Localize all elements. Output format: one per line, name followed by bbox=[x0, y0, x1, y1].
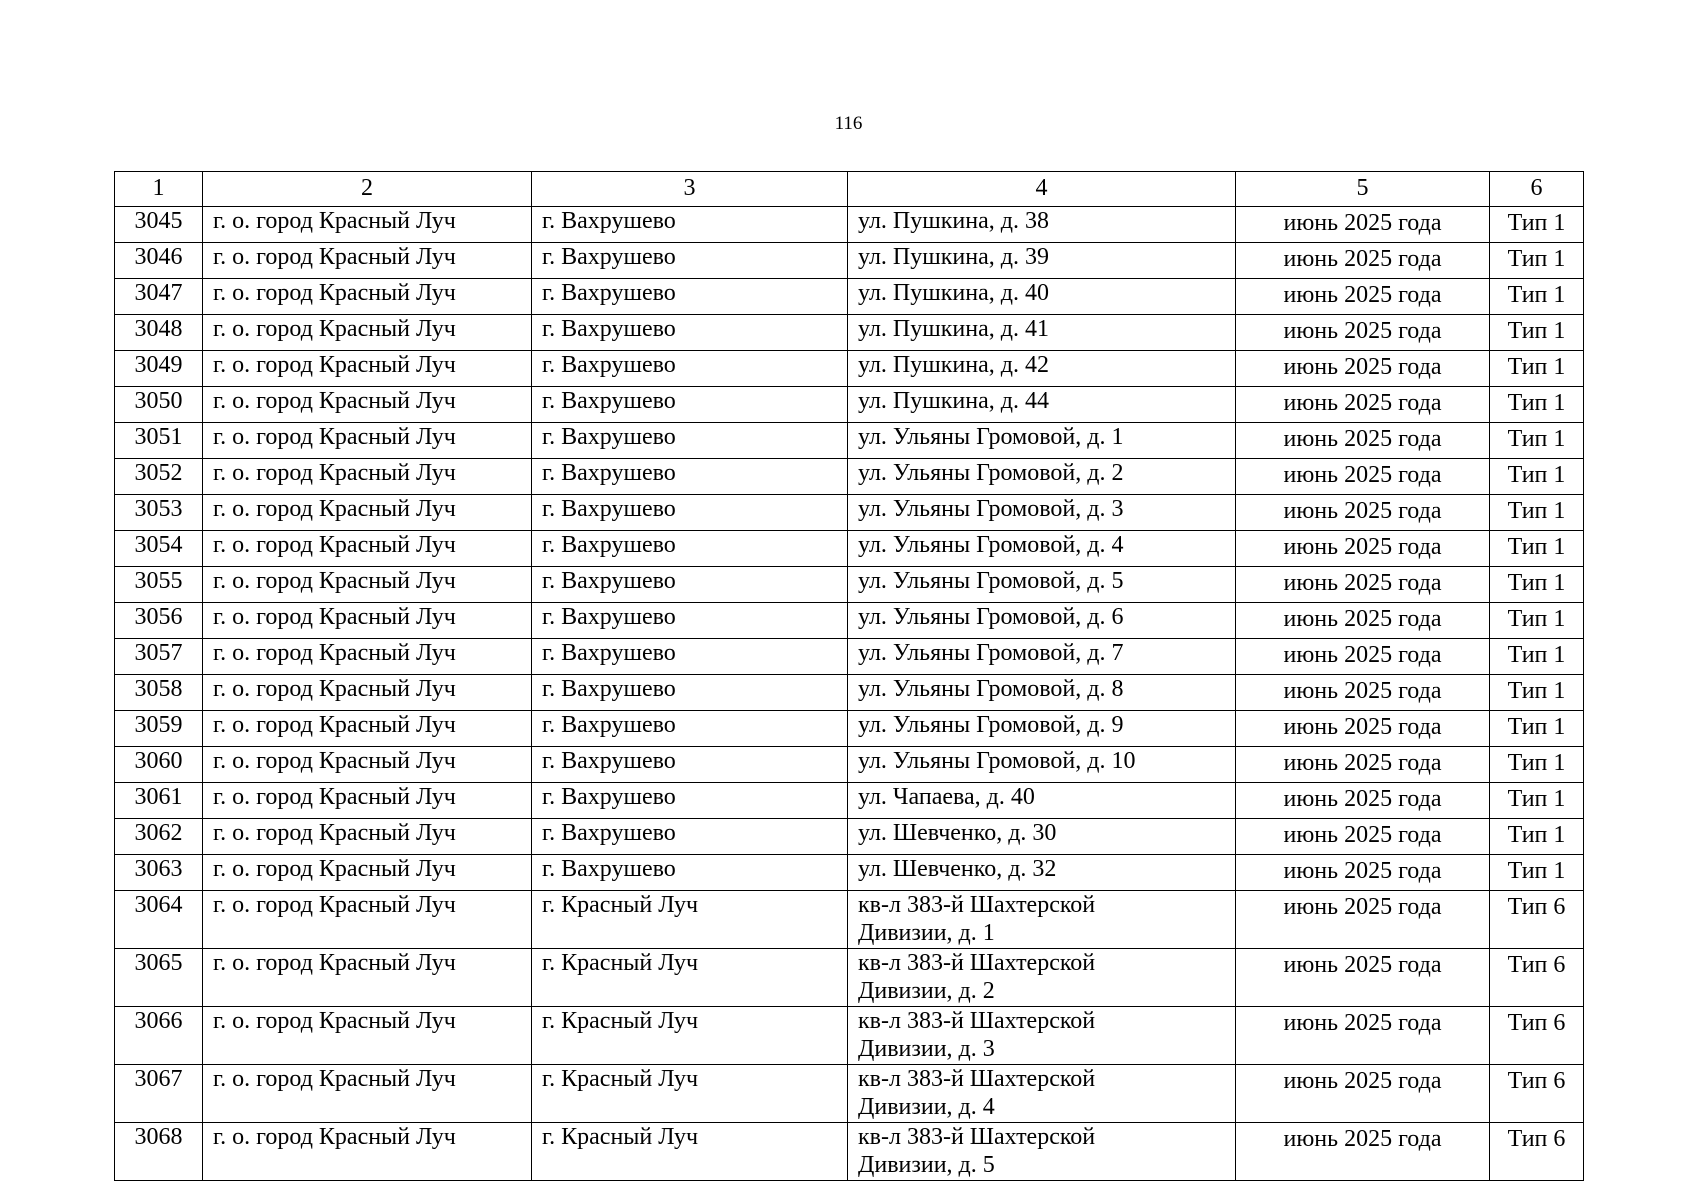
table-row bbox=[115, 675, 1584, 711]
row-number: 3060 bbox=[115, 747, 203, 783]
district-cell: г. о. город Красный Луч bbox=[203, 423, 532, 459]
address-line: ул. Ульяны Громовой, д. 1 bbox=[858, 424, 1124, 450]
settlement-cell: г. Вахрушево bbox=[532, 243, 848, 279]
type-cell: Тип 1 bbox=[1490, 567, 1584, 603]
table-row bbox=[115, 949, 1584, 1007]
settlement-cell: г. Вахрушево bbox=[532, 279, 848, 315]
settlement-cell: г. Вахрушево bbox=[532, 747, 848, 783]
row-number: 3054 bbox=[115, 531, 203, 567]
table-row bbox=[115, 423, 1584, 459]
date-cell: июнь 2025 года bbox=[1236, 639, 1490, 675]
date-cell: июнь 2025 года bbox=[1236, 747, 1490, 783]
table-row bbox=[115, 315, 1584, 351]
address-line: ул. Пушкина, д. 41 bbox=[858, 316, 1049, 342]
address-line: Дивизии, д. 1 bbox=[858, 920, 995, 946]
table-row bbox=[115, 603, 1584, 639]
settlement-cell: г. Вахрушево bbox=[532, 711, 848, 747]
date-cell: июнь 2025 года bbox=[1236, 1123, 1490, 1181]
date-cell: июнь 2025 года bbox=[1236, 495, 1490, 531]
type-cell: Тип 1 bbox=[1490, 207, 1584, 243]
table-row bbox=[115, 495, 1584, 531]
settlement-cell: г. Вахрушево bbox=[532, 603, 848, 639]
table-row bbox=[115, 711, 1584, 747]
settlement-cell: г. Вахрушево bbox=[532, 531, 848, 567]
date-cell: июнь 2025 года bbox=[1236, 423, 1490, 459]
date-cell: июнь 2025 года bbox=[1236, 387, 1490, 423]
date-cell: июнь 2025 года bbox=[1236, 949, 1490, 1007]
row-number: 3068 bbox=[115, 1123, 203, 1181]
address-line: кв-л 383-й Шахтерской bbox=[858, 1008, 1096, 1034]
date-cell: июнь 2025 года bbox=[1236, 711, 1490, 747]
row-number: 3053 bbox=[115, 495, 203, 531]
table-row bbox=[115, 855, 1584, 891]
type-cell: Тип 1 bbox=[1490, 423, 1584, 459]
address-cell bbox=[848, 351, 1236, 387]
address-line: ул. Ульяны Громовой, д. 10 bbox=[858, 748, 1136, 774]
address-cell bbox=[848, 387, 1236, 423]
header-cell-4: 4 bbox=[848, 172, 1236, 207]
header-cell-2: 2 bbox=[203, 172, 532, 207]
address-cell bbox=[848, 423, 1236, 459]
address-cell bbox=[848, 207, 1236, 243]
address-cell bbox=[848, 675, 1236, 711]
district-cell: г. о. город Красный Луч bbox=[203, 855, 532, 891]
table-body bbox=[115, 207, 1584, 1181]
district-cell: г. о. город Красный Луч bbox=[203, 279, 532, 315]
address-line: кв-л 383-й Шахтерской bbox=[858, 1066, 1096, 1092]
type-cell: Тип 1 bbox=[1490, 855, 1584, 891]
district-cell: г. о. город Красный Луч bbox=[203, 819, 532, 855]
row-number: 3052 bbox=[115, 459, 203, 495]
row-number: 3058 bbox=[115, 675, 203, 711]
address-line: ул. Ульяны Громовой, д. 2 bbox=[858, 460, 1124, 486]
settlement-cell: г. Вахрушево bbox=[532, 315, 848, 351]
table-row bbox=[115, 819, 1584, 855]
header-cell-6: 6 bbox=[1490, 172, 1584, 207]
date-cell: июнь 2025 года bbox=[1236, 567, 1490, 603]
district-cell: г. о. город Красный Луч bbox=[203, 1007, 532, 1065]
table-row bbox=[115, 1007, 1584, 1065]
district-cell: г. о. город Красный Луч bbox=[203, 315, 532, 351]
district-cell: г. о. город Красный Луч bbox=[203, 531, 532, 567]
row-number: 3063 bbox=[115, 855, 203, 891]
date-cell: июнь 2025 года bbox=[1236, 351, 1490, 387]
address-line: ул. Ульяны Громовой, д. 6 bbox=[858, 604, 1124, 630]
row-number: 3065 bbox=[115, 949, 203, 1007]
type-cell: Тип 1 bbox=[1490, 243, 1584, 279]
row-number: 3067 bbox=[115, 1065, 203, 1123]
row-number: 3057 bbox=[115, 639, 203, 675]
row-number: 3051 bbox=[115, 423, 203, 459]
type-cell: Тип 1 bbox=[1490, 279, 1584, 315]
date-cell: июнь 2025 года bbox=[1236, 315, 1490, 351]
address-line: кв-л 383-й Шахтерской bbox=[858, 892, 1096, 918]
address-cell bbox=[848, 1007, 1236, 1065]
type-cell: Тип 6 bbox=[1490, 891, 1584, 949]
settlement-cell: г. Вахрушево bbox=[532, 567, 848, 603]
date-cell: июнь 2025 года bbox=[1236, 819, 1490, 855]
address-cell bbox=[848, 783, 1236, 819]
table-row bbox=[115, 783, 1584, 819]
table-row bbox=[115, 747, 1584, 783]
table-row bbox=[115, 279, 1584, 315]
address-line: ул. Пушкина, д. 38 bbox=[858, 208, 1049, 234]
district-cell: г. о. город Красный Луч bbox=[203, 207, 532, 243]
header-cell-1: 1 bbox=[115, 172, 203, 207]
settlement-cell: г. Красный Луч bbox=[532, 1007, 848, 1065]
table-row bbox=[115, 459, 1584, 495]
type-cell: Тип 1 bbox=[1490, 747, 1584, 783]
date-cell: июнь 2025 года bbox=[1236, 531, 1490, 567]
row-number: 3046 bbox=[115, 243, 203, 279]
data-table bbox=[114, 171, 1584, 1181]
district-cell: г. о. город Красный Луч bbox=[203, 747, 532, 783]
header-cell-5: 5 bbox=[1236, 172, 1490, 207]
type-cell: Тип 1 bbox=[1490, 783, 1584, 819]
district-cell: г. о. город Красный Луч bbox=[203, 1123, 532, 1181]
settlement-cell: г. Красный Луч bbox=[532, 891, 848, 949]
address-cell bbox=[848, 279, 1236, 315]
address-cell bbox=[848, 243, 1236, 279]
address-line: Дивизии, д. 5 bbox=[858, 1152, 995, 1178]
settlement-cell: г. Вахрушево bbox=[532, 495, 848, 531]
district-cell: г. о. город Красный Луч bbox=[203, 949, 532, 1007]
settlement-cell: г. Вахрушево bbox=[532, 783, 848, 819]
settlement-cell: г. Вахрушево bbox=[532, 639, 848, 675]
row-number: 3062 bbox=[115, 819, 203, 855]
row-number: 3061 bbox=[115, 783, 203, 819]
district-cell: г. о. город Красный Луч bbox=[203, 603, 532, 639]
type-cell: Тип 1 bbox=[1490, 711, 1584, 747]
date-cell: июнь 2025 года bbox=[1236, 891, 1490, 949]
settlement-cell: г. Вахрушево bbox=[532, 675, 848, 711]
table-row bbox=[115, 639, 1584, 675]
date-cell: июнь 2025 года bbox=[1236, 279, 1490, 315]
type-cell: Тип 6 bbox=[1490, 1007, 1584, 1065]
address-line: кв-л 383-й Шахтерской bbox=[858, 950, 1096, 976]
settlement-cell: г. Красный Луч bbox=[532, 949, 848, 1007]
settlement-cell: г. Вахрушево bbox=[532, 387, 848, 423]
address-cell bbox=[848, 1065, 1236, 1123]
address-line: ул. Ульяны Громовой, д. 4 bbox=[858, 532, 1124, 558]
address-cell bbox=[848, 855, 1236, 891]
district-cell: г. о. город Красный Луч bbox=[203, 891, 532, 949]
address-line: ул. Ульяны Громовой, д. 3 bbox=[858, 496, 1124, 522]
type-cell: Тип 1 bbox=[1490, 639, 1584, 675]
date-cell: июнь 2025 года bbox=[1236, 207, 1490, 243]
row-number: 3055 bbox=[115, 567, 203, 603]
address-cell bbox=[848, 747, 1236, 783]
header-cell-3: 3 bbox=[532, 172, 848, 207]
settlement-cell: г. Вахрушево bbox=[532, 207, 848, 243]
address-line: ул. Пушкина, д. 40 bbox=[858, 280, 1049, 306]
settlement-cell: г. Красный Луч bbox=[532, 1065, 848, 1123]
district-cell: г. о. город Красный Луч bbox=[203, 567, 532, 603]
address-line: ул. Пушкина, д. 42 bbox=[858, 352, 1049, 378]
address-line: Дивизии, д. 3 bbox=[858, 1036, 995, 1062]
type-cell: Тип 1 bbox=[1490, 531, 1584, 567]
district-cell: г. о. город Красный Луч bbox=[203, 351, 532, 387]
address-line: ул. Чапаева, д. 40 bbox=[858, 784, 1035, 810]
district-cell: г. о. город Красный Луч bbox=[203, 243, 532, 279]
type-cell: Тип 6 bbox=[1490, 1123, 1584, 1181]
type-cell: Тип 1 bbox=[1490, 351, 1584, 387]
row-number: 3045 bbox=[115, 207, 203, 243]
district-cell: г. о. город Красный Луч bbox=[203, 459, 532, 495]
type-cell: Тип 6 bbox=[1490, 949, 1584, 1007]
type-cell: Тип 1 bbox=[1490, 459, 1584, 495]
address-line: ул. Ульяны Громовой, д. 9 bbox=[858, 712, 1124, 738]
table-row bbox=[115, 567, 1584, 603]
header-row bbox=[115, 172, 1584, 207]
row-number: 3066 bbox=[115, 1007, 203, 1065]
address-cell bbox=[848, 495, 1236, 531]
date-cell: июнь 2025 года bbox=[1236, 783, 1490, 819]
district-cell: г. о. город Красный Луч bbox=[203, 639, 532, 675]
address-line: ул. Пушкина, д. 39 bbox=[858, 244, 1049, 270]
type-cell: Тип 1 bbox=[1490, 603, 1584, 639]
table-row bbox=[115, 243, 1584, 279]
table-row bbox=[115, 531, 1584, 567]
address-cell bbox=[848, 315, 1236, 351]
address-cell bbox=[848, 639, 1236, 675]
table-row bbox=[115, 207, 1584, 243]
row-number: 3064 bbox=[115, 891, 203, 949]
row-number: 3059 bbox=[115, 711, 203, 747]
address-cell bbox=[848, 531, 1236, 567]
settlement-cell: г. Вахрушево bbox=[532, 351, 848, 387]
address-line: ул. Ульяны Громовой, д. 8 bbox=[858, 676, 1124, 702]
row-number: 3048 bbox=[115, 315, 203, 351]
address-line: ул. Пушкина, д. 44 bbox=[858, 388, 1049, 414]
date-cell: июнь 2025 года bbox=[1236, 459, 1490, 495]
address-line: Дивизии, д. 4 bbox=[858, 1094, 995, 1120]
address-line: Дивизии, д. 2 bbox=[858, 978, 995, 1004]
settlement-cell: г. Вахрушево bbox=[532, 819, 848, 855]
table-row bbox=[115, 351, 1584, 387]
type-cell: Тип 1 bbox=[1490, 819, 1584, 855]
settlement-cell: г. Красный Луч bbox=[532, 1123, 848, 1181]
address-line: кв-л 383-й Шахтерской bbox=[858, 1124, 1096, 1150]
date-cell: июнь 2025 года bbox=[1236, 1007, 1490, 1065]
district-cell: г. о. город Красный Луч bbox=[203, 783, 532, 819]
date-cell: июнь 2025 года bbox=[1236, 675, 1490, 711]
row-number: 3056 bbox=[115, 603, 203, 639]
table-row bbox=[115, 1123, 1584, 1181]
row-number: 3047 bbox=[115, 279, 203, 315]
type-cell: Тип 1 bbox=[1490, 387, 1584, 423]
district-cell: г. о. город Красный Луч bbox=[203, 387, 532, 423]
district-cell: г. о. город Красный Луч bbox=[203, 675, 532, 711]
date-cell: июнь 2025 года bbox=[1236, 1065, 1490, 1123]
address-line: ул. Ульяны Громовой, д. 7 bbox=[858, 640, 1124, 666]
district-cell: г. о. город Красный Луч bbox=[203, 711, 532, 747]
address-cell bbox=[848, 603, 1236, 639]
settlement-cell: г. Вахрушево bbox=[532, 423, 848, 459]
table-row bbox=[115, 891, 1584, 949]
district-cell: г. о. город Красный Луч bbox=[203, 495, 532, 531]
address-line: ул. Ульяны Громовой, д. 5 bbox=[858, 568, 1124, 594]
date-cell: июнь 2025 года bbox=[1236, 855, 1490, 891]
settlement-cell: г. Вахрушево bbox=[532, 855, 848, 891]
address-cell bbox=[848, 819, 1236, 855]
page-number: 116 bbox=[834, 113, 863, 134]
type-cell: Тип 1 bbox=[1490, 495, 1584, 531]
address-cell bbox=[848, 891, 1236, 949]
settlement-cell: г. Вахрушево bbox=[532, 459, 848, 495]
date-cell: июнь 2025 года bbox=[1236, 243, 1490, 279]
table-row bbox=[115, 1065, 1584, 1123]
row-number: 3050 bbox=[115, 387, 203, 423]
row-number: 3049 bbox=[115, 351, 203, 387]
address-cell bbox=[848, 949, 1236, 1007]
date-cell: июнь 2025 года bbox=[1236, 603, 1490, 639]
address-line: ул. Шевченко, д. 32 bbox=[858, 856, 1057, 882]
address-line: ул. Шевченко, д. 30 bbox=[858, 820, 1057, 846]
table-row bbox=[115, 387, 1584, 423]
district-cell: г. о. город Красный Луч bbox=[203, 1065, 532, 1123]
address-cell bbox=[848, 459, 1236, 495]
address-cell bbox=[848, 567, 1236, 603]
address-cell bbox=[848, 1123, 1236, 1181]
type-cell: Тип 6 bbox=[1490, 1065, 1584, 1123]
type-cell: Тип 1 bbox=[1490, 675, 1584, 711]
address-cell bbox=[848, 711, 1236, 747]
type-cell: Тип 1 bbox=[1490, 315, 1584, 351]
